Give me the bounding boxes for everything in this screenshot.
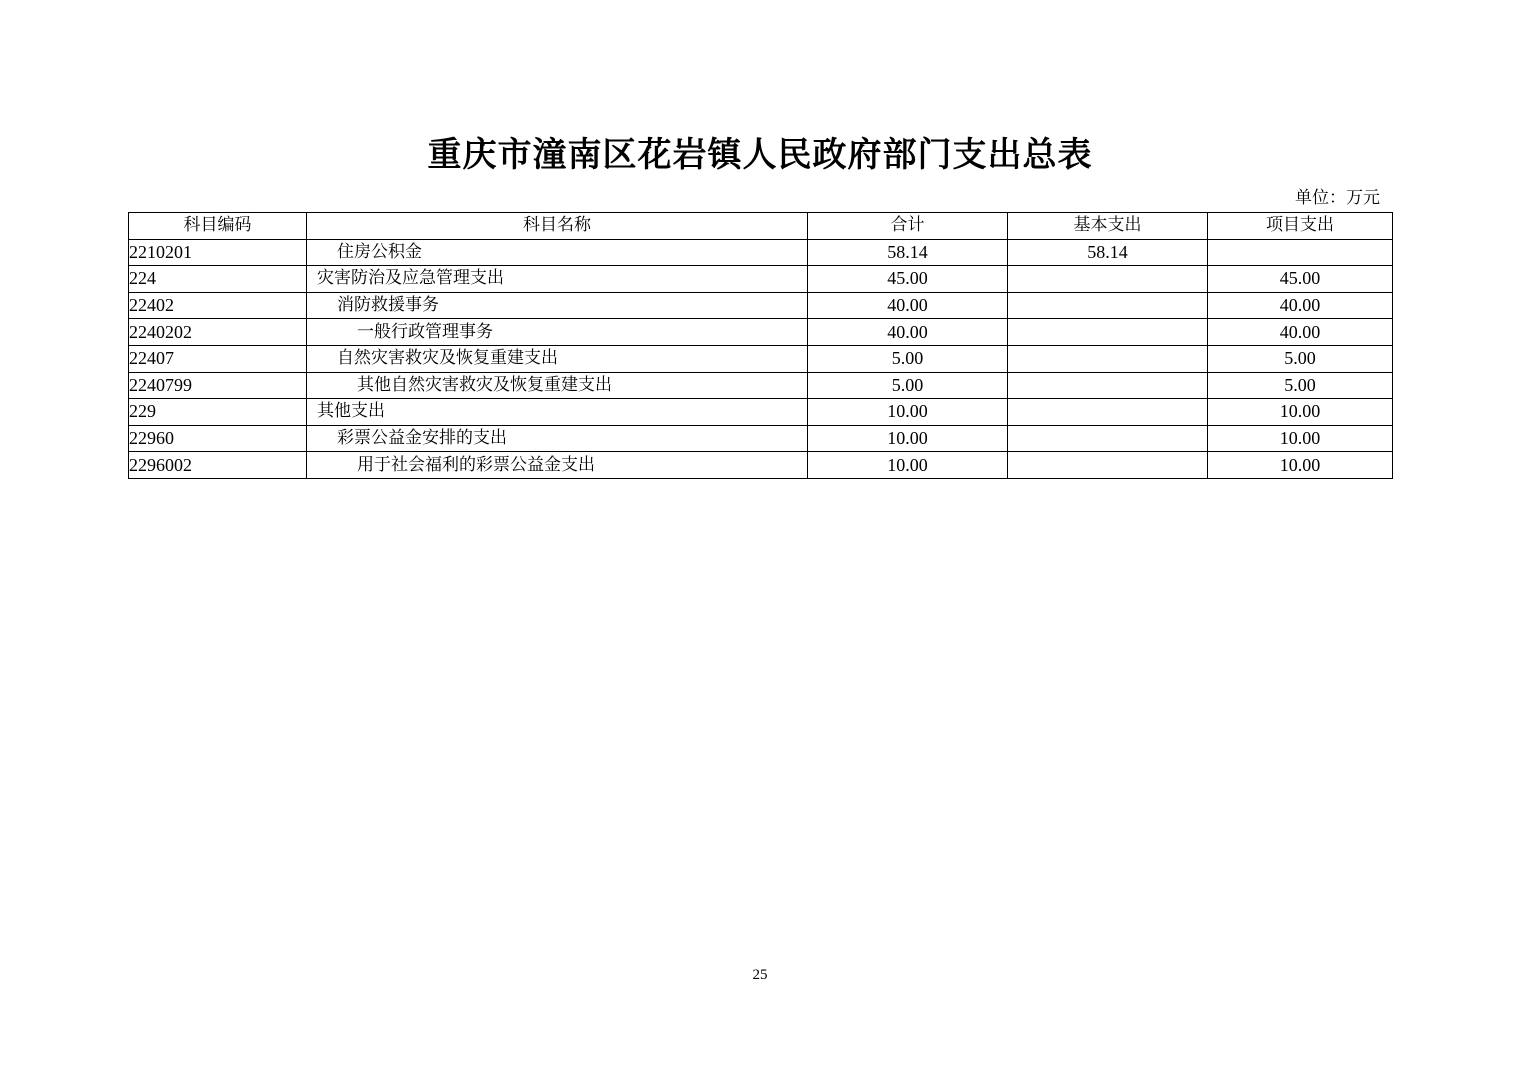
header-project: 项目支出	[1208, 213, 1393, 240]
cell-code: 22402	[129, 292, 307, 319]
cell-code: 2240202	[129, 319, 307, 346]
cell-total: 58.14	[808, 239, 1008, 266]
cell-total: 40.00	[808, 319, 1008, 346]
cell-name: 彩票公益金安排的支出	[307, 425, 808, 452]
cell-basic: 58.14	[1008, 239, 1208, 266]
cell-basic	[1008, 319, 1208, 346]
cell-project: 40.00	[1208, 319, 1393, 346]
cell-project: 45.00	[1208, 266, 1393, 293]
header-name: 科目名称	[307, 213, 808, 240]
page-title: 重庆市潼南区花岩镇人民政府部门支出总表	[427, 135, 1093, 175]
expenditure-table	[128, 212, 1393, 479]
cell-name: 用于社会福利的彩票公益金支出	[307, 452, 808, 479]
table-row	[129, 372, 1393, 399]
cell-name: 一般行政管理事务	[307, 319, 808, 346]
cell-project: 40.00	[1208, 292, 1393, 319]
cell-total: 10.00	[808, 425, 1008, 452]
cell-project: 10.00	[1208, 452, 1393, 479]
cell-total: 5.00	[808, 345, 1008, 372]
cell-code: 22960	[129, 425, 307, 452]
header-code: 科目编码	[129, 213, 307, 240]
header-total: 合计	[808, 213, 1008, 240]
cell-project: 5.00	[1208, 345, 1393, 372]
cell-total: 45.00	[808, 266, 1008, 293]
cell-name: 灾害防治及应急管理支出	[307, 266, 808, 293]
cell-basic	[1008, 266, 1208, 293]
cell-name: 其他自然灾害救灾及恢复重建支出	[307, 372, 808, 399]
cell-code: 229	[129, 399, 307, 426]
table-row	[129, 345, 1393, 372]
cell-name: 自然灾害救灾及恢复重建支出	[307, 345, 808, 372]
table-header-row	[129, 213, 1393, 240]
header-basic: 基本支出	[1008, 213, 1208, 240]
table-row	[129, 319, 1393, 346]
cell-basic	[1008, 292, 1208, 319]
cell-code: 22407	[129, 345, 307, 372]
cell-name: 消防救援事务	[307, 292, 808, 319]
page-number: 25	[752, 967, 768, 983]
cell-total: 5.00	[808, 372, 1008, 399]
cell-project: 5.00	[1208, 372, 1393, 399]
cell-total: 40.00	[808, 292, 1008, 319]
cell-code: 2296002	[129, 452, 307, 479]
cell-project: 10.00	[1208, 399, 1393, 426]
cell-total: 10.00	[808, 399, 1008, 426]
table-row	[129, 425, 1393, 452]
table-row	[129, 292, 1393, 319]
cell-project	[1208, 239, 1393, 266]
table-row	[129, 399, 1393, 426]
cell-basic	[1008, 452, 1208, 479]
table-row	[129, 452, 1393, 479]
cell-code: 224	[129, 266, 307, 293]
cell-basic	[1008, 399, 1208, 426]
cell-name: 其他支出	[307, 399, 808, 426]
table-row	[129, 239, 1393, 266]
cell-project: 10.00	[1208, 425, 1393, 452]
cell-basic	[1008, 425, 1208, 452]
table-row	[129, 266, 1393, 293]
cell-code: 2210201	[129, 239, 307, 266]
cell-basic	[1008, 345, 1208, 372]
unit-label: 单位：万元	[1295, 188, 1380, 208]
cell-total: 10.00	[808, 452, 1008, 479]
cell-code: 2240799	[129, 372, 307, 399]
cell-basic	[1008, 372, 1208, 399]
cell-name: 住房公积金	[307, 239, 808, 266]
